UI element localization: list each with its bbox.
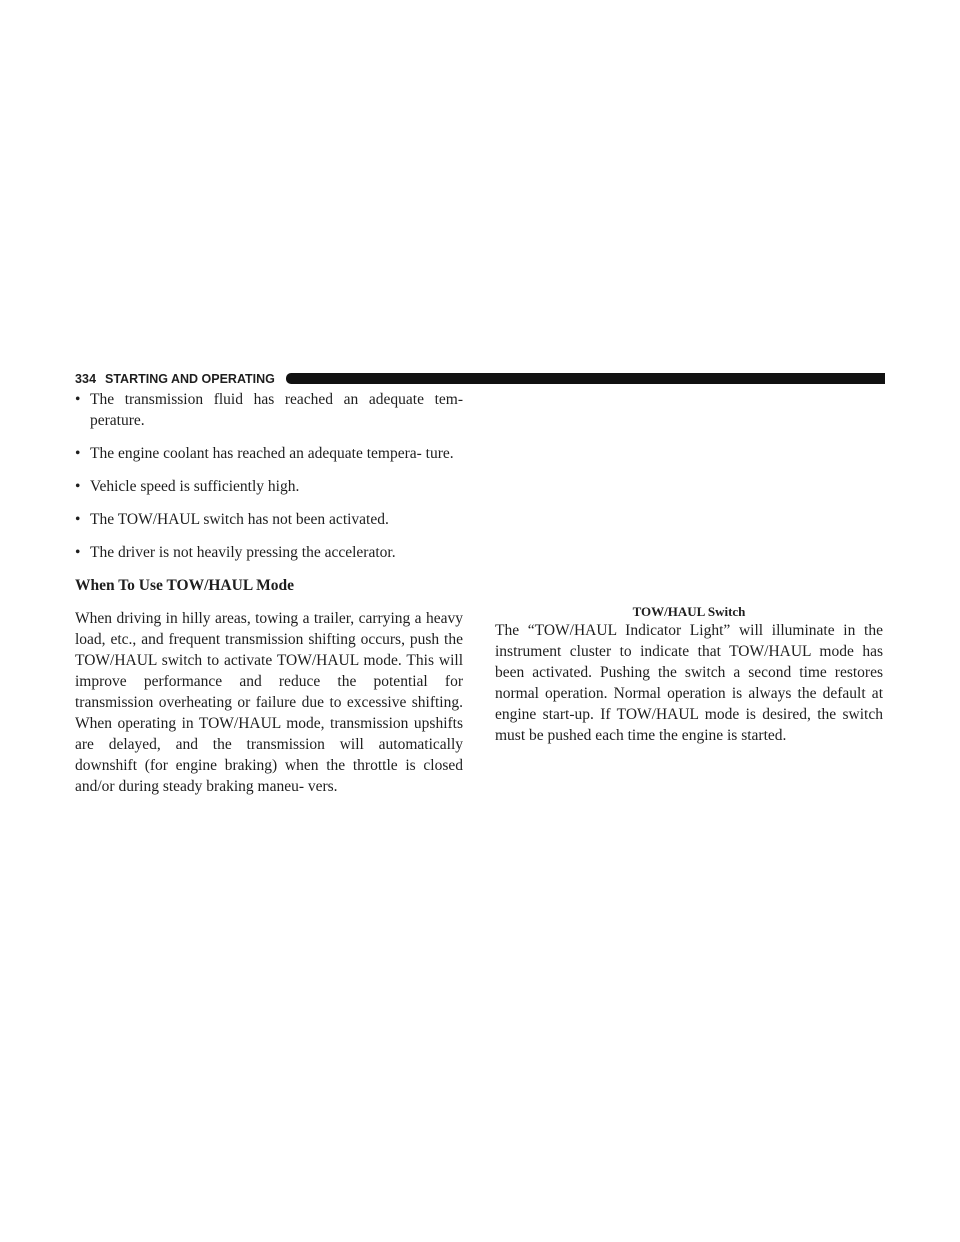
page-header [75,371,885,387]
list-item: • The engine coolant has reached an adequate tempera- ture. [75,445,454,462]
body-paragraph: The “TOW/HAUL Indicator Light” will illuminate in the instrument cluster to indicate that TOW/HAUL mode has been activated. Pushing the switch a second time restores normal operation. Normal operation is always the default at engine start-up. If TOW/HAUL mode is desired, the switch must be pushed each time the engine is started. [495,622,883,744]
section-title: STARTING AND OPERATING [105,372,275,386]
header-rule [286,373,885,384]
bullet-icon: • [75,544,81,561]
figure-caption: TOW/HAUL Switch [632,604,746,619]
figure-placeholder [495,389,883,620]
list-item: • The TOW/HAUL switch has not been activated. [75,511,389,528]
bullet-icon: • [75,478,81,495]
bullet-icon: • [75,445,81,462]
bullet-icon: • [75,511,81,528]
page-number: 334 [75,372,97,386]
list-item: • Vehicle speed is sufficiently high. [75,478,300,495]
list-item: • The transmission fluid has reached an adequate tem- perature. [75,391,463,429]
bullet-icon: • [75,391,81,408]
left-column [75,389,463,797]
section-heading: When To Use TOW/HAUL Mode [75,577,295,594]
right-column [495,389,883,746]
list-item: • The driver is not heavily pressing the accelerator. [75,544,396,561]
condition-list [75,389,463,563]
body-paragraph: When driving in hilly areas, towing a trailer, carrying a heavy load, etc., and frequent transmission shifting occurs, push the TOW/HAUL switch to activate TOW/HAUL mode. This will improve performance and reduce the potential for transmission overheating or failure due to excessive shifting. When operating in TOW/HAUL mode, transmission upshifts are delayed, and the transmission will automatically downshift (for engine braking) when the throttle is closed and/or during steady braking maneu- vers. [75,610,463,795]
